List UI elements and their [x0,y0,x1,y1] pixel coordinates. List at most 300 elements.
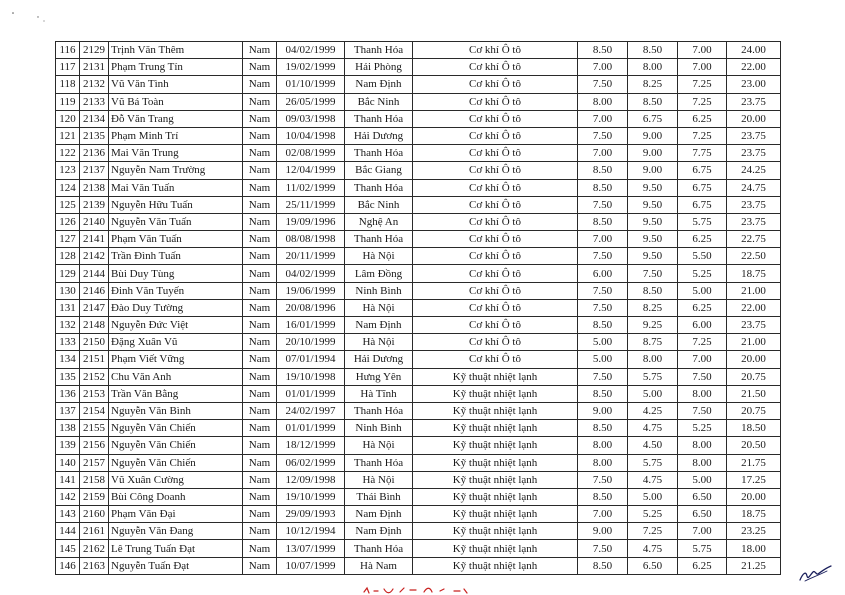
gender-cell: Nam [243,351,277,368]
row-number: 116 [56,42,80,59]
candidate-number: 2159 [80,488,109,505]
score-2: 8.50 [628,93,678,110]
score-3: 7.00 [678,523,727,540]
total-score: 22.00 [727,59,781,76]
total-score: 21.75 [727,454,781,471]
total-score: 23.25 [727,523,781,540]
score-1: 8.00 [578,454,628,471]
score-2: 4.75 [628,540,678,557]
score-2: 9.00 [628,162,678,179]
total-score: 24.00 [727,42,781,59]
date-of-birth: 01/01/1999 [277,385,345,402]
table-row [56,127,781,144]
date-of-birth: 01/10/1999 [277,76,345,93]
total-score: 23.75 [727,145,781,162]
row-number: 119 [56,93,80,110]
table-row [56,402,781,419]
row-number: 129 [56,265,80,282]
score-1: 5.00 [578,351,628,368]
score-3: 6.00 [678,317,727,334]
table-row [56,368,781,385]
table-row [56,557,781,574]
table-row [56,488,781,505]
date-of-birth: 10/12/1994 [277,523,345,540]
candidate-name: Đặng Xuân Vũ [109,334,243,351]
gender-cell: Nam [243,402,277,419]
candidate-number: 2158 [80,471,109,488]
table-row [56,162,781,179]
major-cell: Kỹ thuật nhiệt lạnh [413,523,578,540]
table-row [56,42,781,59]
candidate-number: 2137 [80,162,109,179]
total-score: 23.75 [727,127,781,144]
candidate-number: 2148 [80,317,109,334]
candidate-name: Nguyễn Nam Trường [109,162,243,179]
birthplace: Hà Nội [345,299,413,316]
total-score: 22.00 [727,299,781,316]
birthplace: Lâm Đồng [345,265,413,282]
major-cell: Cơ khí Ô tô [413,127,578,144]
candidate-number: 2153 [80,385,109,402]
date-of-birth: 01/01/1999 [277,420,345,437]
candidate-name: Bùi Duy Tùng [109,265,243,282]
score-1: 7.50 [578,282,628,299]
score-2: 8.50 [628,42,678,59]
table-row [56,265,781,282]
candidate-name: Nguyễn Văn Đang [109,523,243,540]
total-score: 23.75 [727,93,781,110]
candidate-number: 2134 [80,110,109,127]
date-of-birth: 08/08/1998 [277,231,345,248]
candidate-name: Phạm Viết Vững [109,351,243,368]
total-score: 21.50 [727,385,781,402]
candidate-name: Vũ Văn Tình [109,76,243,93]
score-2: 9.50 [628,231,678,248]
candidate-name: Nguyễn Đức Việt [109,317,243,334]
score-3: 5.75 [678,213,727,230]
candidate-number: 2144 [80,265,109,282]
score-1: 7.00 [578,145,628,162]
score-1: 8.50 [578,213,628,230]
score-1: 7.00 [578,506,628,523]
score-1: 7.50 [578,127,628,144]
table-row [56,59,781,76]
row-number: 140 [56,454,80,471]
row-number: 144 [56,523,80,540]
total-score: 23.75 [727,196,781,213]
birthplace: Bắc Ninh [345,196,413,213]
total-score: 20.00 [727,351,781,368]
row-number: 133 [56,334,80,351]
birthplace: Hải Dương [345,351,413,368]
birthplace: Thanh Hóa [345,179,413,196]
score-1: 7.00 [578,110,628,127]
row-number: 145 [56,540,80,557]
birthplace: Hà Tĩnh [345,385,413,402]
date-of-birth: 26/05/1999 [277,93,345,110]
birthplace: Bắc Giang [345,162,413,179]
gender-cell: Nam [243,540,277,557]
table-row [56,93,781,110]
score-3: 7.25 [678,334,727,351]
score-2: 7.25 [628,523,678,540]
total-score: 23.75 [727,213,781,230]
major-cell: Cơ khí Ô tô [413,299,578,316]
score-2: 8.25 [628,299,678,316]
major-cell: Kỹ thuật nhiệt lạnh [413,540,578,557]
score-3: 5.25 [678,265,727,282]
major-cell: Cơ khí Ô tô [413,213,578,230]
candidate-number: 2139 [80,196,109,213]
major-cell: Cơ khí Ô tô [413,179,578,196]
candidate-name: Nguyễn Văn Chiến [109,437,243,454]
birthplace: Hà Nội [345,471,413,488]
row-number: 137 [56,402,80,419]
gender-cell: Nam [243,420,277,437]
score-1: 6.00 [578,265,628,282]
row-number: 121 [56,127,80,144]
birthplace: Hà Nội [345,248,413,265]
score-2: 9.50 [628,179,678,196]
date-of-birth: 04/02/1999 [277,265,345,282]
table-row [56,317,781,334]
date-of-birth: 13/07/1999 [277,540,345,557]
score-2: 9.50 [628,196,678,213]
candidate-name: Nguyễn Văn Tuấn [109,213,243,230]
candidate-number: 2133 [80,93,109,110]
row-number: 124 [56,179,80,196]
gender-cell: Nam [243,523,277,540]
table-row [56,231,781,248]
results-table [55,41,781,575]
date-of-birth: 19/10/1998 [277,368,345,385]
birthplace: Thanh Hóa [345,540,413,557]
score-1: 8.50 [578,42,628,59]
major-cell: Cơ khí Ô tô [413,351,578,368]
score-3: 6.25 [678,110,727,127]
score-1: 7.00 [578,59,628,76]
total-score: 22.75 [727,231,781,248]
date-of-birth: 24/02/1997 [277,402,345,419]
score-3: 7.25 [678,127,727,144]
candidate-number: 2136 [80,145,109,162]
score-2: 5.00 [628,385,678,402]
birthplace: Nam Định [345,76,413,93]
total-score: 20.00 [727,110,781,127]
major-cell: Kỹ thuật nhiệt lạnh [413,471,578,488]
row-number: 130 [56,282,80,299]
candidate-number: 2160 [80,506,109,523]
date-of-birth: 04/02/1999 [277,42,345,59]
date-of-birth: 19/10/1999 [277,488,345,505]
major-cell: Kỹ thuật nhiệt lạnh [413,454,578,471]
total-score: 18.50 [727,420,781,437]
score-1: 8.50 [578,557,628,574]
birthplace: Nam Định [345,506,413,523]
row-number: 136 [56,385,80,402]
candidate-number: 2152 [80,368,109,385]
score-1: 7.50 [578,299,628,316]
candidate-name: Lê Trung Tuấn Đạt [109,540,243,557]
candidate-number: 2161 [80,523,109,540]
score-3: 7.00 [678,42,727,59]
date-of-birth: 20/10/1999 [277,334,345,351]
candidate-number: 2147 [80,299,109,316]
major-cell: Kỹ thuật nhiệt lạnh [413,557,578,574]
major-cell: Kỹ thuật nhiệt lạnh [413,506,578,523]
candidate-number: 2132 [80,76,109,93]
gender-cell: Nam [243,162,277,179]
score-1: 7.50 [578,196,628,213]
date-of-birth: 12/09/1998 [277,471,345,488]
total-score: 20.50 [727,437,781,454]
date-of-birth: 10/04/1998 [277,127,345,144]
table-row [56,523,781,540]
table-row [56,437,781,454]
gender-cell: Nam [243,248,277,265]
birthplace: Thanh Hóa [345,110,413,127]
row-number: 132 [56,317,80,334]
birthplace: Hải Phòng [345,59,413,76]
score-2: 9.50 [628,213,678,230]
major-cell: Cơ khí Ô tô [413,334,578,351]
total-score: 23.00 [727,76,781,93]
candidate-name: Đỗ Văn Trang [109,110,243,127]
candidate-name: Đào Duy Tường [109,299,243,316]
gender-cell: Nam [243,317,277,334]
score-1: 8.50 [578,317,628,334]
birthplace: Nam Định [345,523,413,540]
gender-cell: Nam [243,179,277,196]
candidate-name: Phạm Văn Đại [109,506,243,523]
table-row [56,110,781,127]
birthplace: Thanh Hóa [345,145,413,162]
total-score: 23.75 [727,317,781,334]
total-score: 21.00 [727,282,781,299]
score-2: 9.50 [628,248,678,265]
score-1: 7.50 [578,540,628,557]
total-score: 18.75 [727,506,781,523]
score-3: 6.50 [678,488,727,505]
major-cell: Cơ khí Ô tô [413,282,578,299]
gender-cell: Nam [243,265,277,282]
major-cell: Cơ khí Ô tô [413,93,578,110]
score-3: 7.50 [678,402,727,419]
gender-cell: Nam [243,506,277,523]
total-score: 18.00 [727,540,781,557]
date-of-birth: 20/08/1996 [277,299,345,316]
major-cell: Cơ khí Ô tô [413,76,578,93]
date-of-birth: 19/09/1996 [277,213,345,230]
total-score: 22.50 [727,248,781,265]
candidate-name: Nguyễn Văn Bình [109,402,243,419]
candidate-name: Nguyễn Hữu Tuấn [109,196,243,213]
row-number: 141 [56,471,80,488]
total-score: 20.00 [727,488,781,505]
gender-cell: Nam [243,368,277,385]
candidate-number: 2154 [80,402,109,419]
score-2: 5.25 [628,506,678,523]
row-number: 135 [56,368,80,385]
candidate-name: Phạm Minh Trí [109,127,243,144]
row-number: 117 [56,59,80,76]
score-3: 7.75 [678,145,727,162]
candidate-number: 2156 [80,437,109,454]
birthplace: Thanh Hóa [345,231,413,248]
score-2: 5.75 [628,368,678,385]
birthplace: Hưng Yên [345,368,413,385]
total-score: 20.75 [727,368,781,385]
candidate-name: Vũ Bá Toàn [109,93,243,110]
score-2: 8.00 [628,351,678,368]
candidate-name: Trần Văn Bằng [109,385,243,402]
candidate-number: 2142 [80,248,109,265]
table-row [56,351,781,368]
score-1: 8.50 [578,385,628,402]
major-cell: Kỹ thuật nhiệt lạnh [413,488,578,505]
candidate-name: Phạm Trung Tín [109,59,243,76]
candidate-name: Phạm Văn Tuấn [109,231,243,248]
major-cell: Cơ khí Ô tô [413,145,578,162]
candidate-number: 2146 [80,282,109,299]
gender-cell: Nam [243,213,277,230]
total-score: 20.75 [727,402,781,419]
row-number: 142 [56,488,80,505]
score-3: 6.50 [678,506,727,523]
score-2: 8.75 [628,334,678,351]
birthplace: Thanh Hóa [345,454,413,471]
major-cell: Cơ khí Ô tô [413,42,578,59]
date-of-birth: 19/02/1999 [277,59,345,76]
major-cell: Cơ khí Ô tô [413,162,578,179]
candidate-number: 2138 [80,179,109,196]
date-of-birth: 06/02/1999 [277,454,345,471]
table-row [56,282,781,299]
date-of-birth: 02/08/1999 [277,145,345,162]
table-row [56,506,781,523]
birthplace: Bắc Ninh [345,93,413,110]
table-row [56,471,781,488]
date-of-birth: 29/09/1993 [277,506,345,523]
table-row [56,248,781,265]
major-cell: Cơ khí Ô tô [413,317,578,334]
score-1: 5.00 [578,334,628,351]
score-1: 7.00 [578,231,628,248]
gender-cell: Nam [243,471,277,488]
birthplace: Hải Dương [345,127,413,144]
row-number: 138 [56,420,80,437]
row-number: 139 [56,437,80,454]
birthplace: Hà Nội [345,437,413,454]
date-of-birth: 18/12/1999 [277,437,345,454]
candidate-name: Trần Đình Tuấn [109,248,243,265]
date-of-birth: 12/04/1999 [277,162,345,179]
date-of-birth: 19/06/1999 [277,282,345,299]
score-2: 4.50 [628,437,678,454]
gender-cell: Nam [243,110,277,127]
gender-cell: Nam [243,385,277,402]
gender-cell: Nam [243,437,277,454]
score-1: 8.00 [578,93,628,110]
major-cell: Kỹ thuật nhiệt lạnh [413,402,578,419]
score-2: 8.50 [628,282,678,299]
candidate-number: 2162 [80,540,109,557]
gender-cell: Nam [243,196,277,213]
gender-cell: Nam [243,334,277,351]
candidate-number: 2135 [80,127,109,144]
score-3: 7.25 [678,93,727,110]
score-3: 5.00 [678,282,727,299]
candidate-number: 2151 [80,351,109,368]
date-of-birth: 16/01/1999 [277,317,345,334]
date-of-birth: 10/07/1999 [277,557,345,574]
major-cell: Cơ khí Ô tô [413,231,578,248]
row-number: 146 [56,557,80,574]
date-of-birth: 11/02/1999 [277,179,345,196]
score-1: 8.50 [578,162,628,179]
score-1: 8.50 [578,420,628,437]
score-3: 6.75 [678,196,727,213]
gender-cell: Nam [243,299,277,316]
candidate-number: 2140 [80,213,109,230]
score-2: 6.75 [628,110,678,127]
score-2: 4.25 [628,402,678,419]
major-cell: Kỹ thuật nhiệt lạnh [413,437,578,454]
candidate-number: 2141 [80,231,109,248]
score-3: 7.00 [678,59,727,76]
gender-cell: Nam [243,93,277,110]
gender-cell: Nam [243,127,277,144]
score-2: 9.00 [628,145,678,162]
score-3: 6.25 [678,299,727,316]
total-score: 17.25 [727,471,781,488]
row-number: 126 [56,213,80,230]
birthplace: Thái Bình [345,488,413,505]
total-score: 21.25 [727,557,781,574]
score-2: 9.25 [628,317,678,334]
gender-cell: Nam [243,488,277,505]
results-table-body [56,42,781,575]
score-2: 6.50 [628,557,678,574]
candidate-number: 2157 [80,454,109,471]
row-number: 122 [56,145,80,162]
row-number: 131 [56,299,80,316]
score-3: 6.75 [678,162,727,179]
major-cell: Cơ khí Ô tô [413,248,578,265]
scan-specks [10,8,50,38]
row-number: 128 [56,248,80,265]
candidate-number: 2131 [80,59,109,76]
row-number: 120 [56,110,80,127]
date-of-birth: 09/03/1998 [277,110,345,127]
candidate-name: Nguyễn Văn Chiến [109,420,243,437]
gender-cell: Nam [243,282,277,299]
major-cell: Cơ khí Ô tô [413,110,578,127]
table-row [56,385,781,402]
red-stamp-fragment [360,586,470,595]
score-3: 5.00 [678,471,727,488]
score-3: 8.00 [678,454,727,471]
total-score: 21.00 [727,334,781,351]
table-row [56,196,781,213]
score-2: 5.75 [628,454,678,471]
birthplace: Thanh Hóa [345,402,413,419]
birthplace: Hà Nam [345,557,413,574]
gender-cell: Nam [243,42,277,59]
candidate-number: 2155 [80,420,109,437]
row-number: 123 [56,162,80,179]
handwritten-signature [797,563,835,585]
